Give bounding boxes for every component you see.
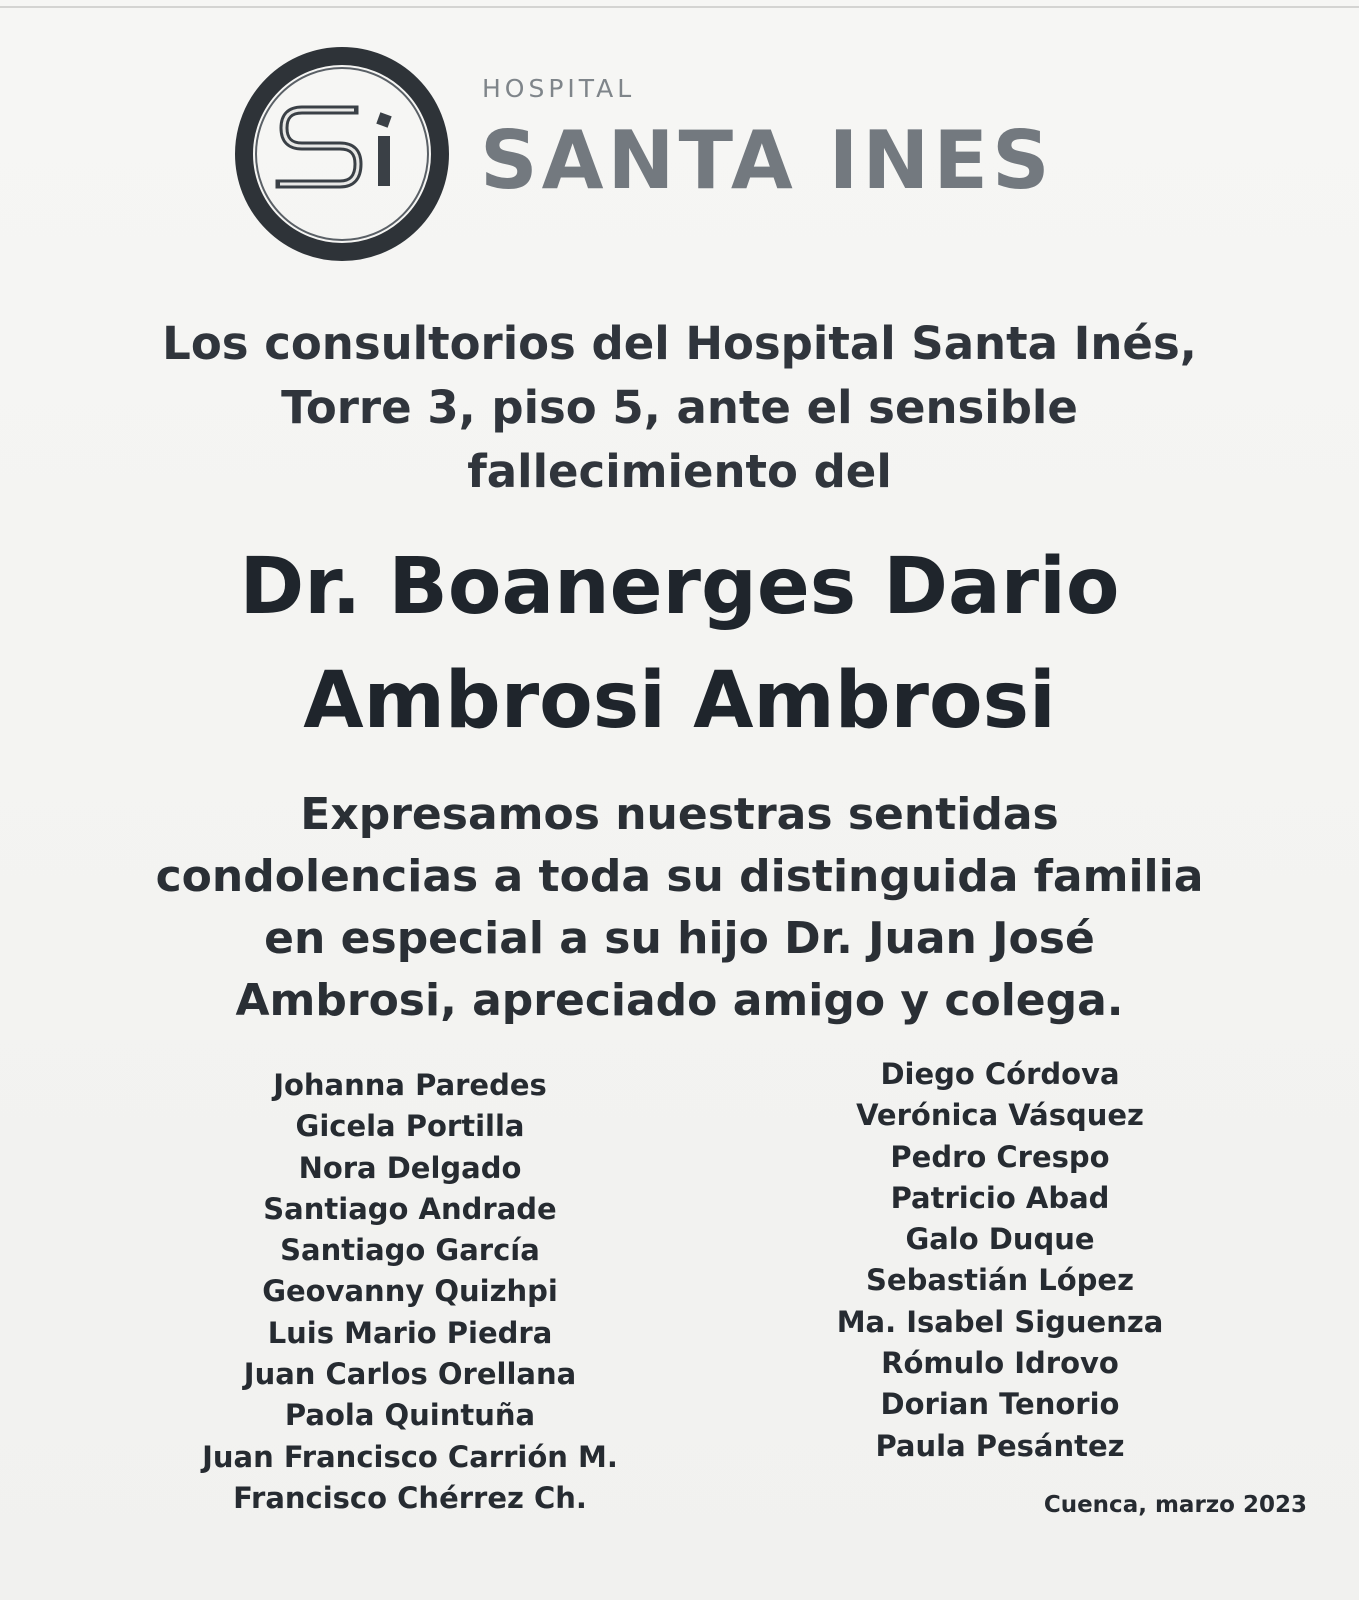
intro-line: Los consultorios del Hospital Santa Inés, bbox=[162, 317, 1197, 370]
signatory-name: Johanna Paredes bbox=[273, 1068, 547, 1102]
place-and-date: Cuenca, marzo 2023 bbox=[1043, 1492, 1307, 1518]
signatory-name: Verónica Vásquez bbox=[856, 1098, 1144, 1133]
signatory-name: Gicela Portilla bbox=[295, 1109, 525, 1144]
signatory-name: Nora Delgado bbox=[298, 1150, 522, 1185]
message-line: en especial a su hijo Dr. Juan José bbox=[264, 913, 1095, 964]
signatory-name: Diego Córdova bbox=[880, 1057, 1120, 1091]
signatory-name: Luis Mario Piedra bbox=[267, 1315, 553, 1350]
message-line: Ambrosi, apreciado amigo y colega. bbox=[235, 975, 1124, 1026]
signatory-name: Dorian Tenorio bbox=[880, 1387, 1120, 1422]
message-line: condolencias a toda su distinguida familia bbox=[155, 851, 1204, 902]
logo-santa-ines-text: SANTA INES bbox=[480, 114, 1054, 207]
intro-line: Torre 3, piso 5, ante el sensible bbox=[281, 381, 1078, 434]
signatory-name: Paola Quintuña bbox=[284, 1398, 536, 1433]
top-rule bbox=[0, 6, 1359, 8]
intro-text bbox=[0, 312, 1359, 504]
signatory-name: Juan Francisco Carrión M. bbox=[202, 1439, 618, 1474]
deceased-name bbox=[0, 530, 1359, 758]
signatories-left-column bbox=[110, 1065, 710, 1519]
signatory-name: Pedro Crespo bbox=[890, 1139, 1110, 1174]
hospital-logo bbox=[232, 44, 1132, 264]
signatory-name: Rómulo Idrovo bbox=[881, 1346, 1119, 1381]
signatory-name: Patricio Abad bbox=[890, 1180, 1110, 1215]
signatory-name: Juan Carlos Orellana bbox=[243, 1357, 577, 1392]
signatory-name: Ma. Isabel Siguenza bbox=[836, 1304, 1164, 1339]
signatory-name: Galo Duque bbox=[905, 1222, 1095, 1257]
signatories-right-column bbox=[700, 1054, 1300, 1467]
logo-hospital-text: HOSPITAL bbox=[482, 74, 636, 103]
signatory-name: Paula Pesántez bbox=[875, 1428, 1125, 1463]
deceased-name-line: Dr. Boanerges Dario bbox=[239, 542, 1120, 632]
intro-line: fallecimiento del bbox=[467, 445, 892, 498]
si-monogram-logo-icon bbox=[232, 44, 452, 264]
message-line: Expresamos nuestras sentidas bbox=[300, 789, 1059, 840]
signatory-name: Santiago Andrade bbox=[263, 1191, 557, 1226]
signatory-name: Francisco Chérrez Ch. bbox=[233, 1480, 587, 1515]
condolence-message bbox=[0, 784, 1359, 1032]
deceased-name-line: Ambrosi Ambrosi bbox=[303, 656, 1056, 746]
signatory-name: Sebastián López bbox=[866, 1263, 1134, 1298]
signatory-name: Santiago García bbox=[280, 1233, 540, 1268]
signatory-name: Geovanny Quizhpi bbox=[262, 1274, 558, 1309]
